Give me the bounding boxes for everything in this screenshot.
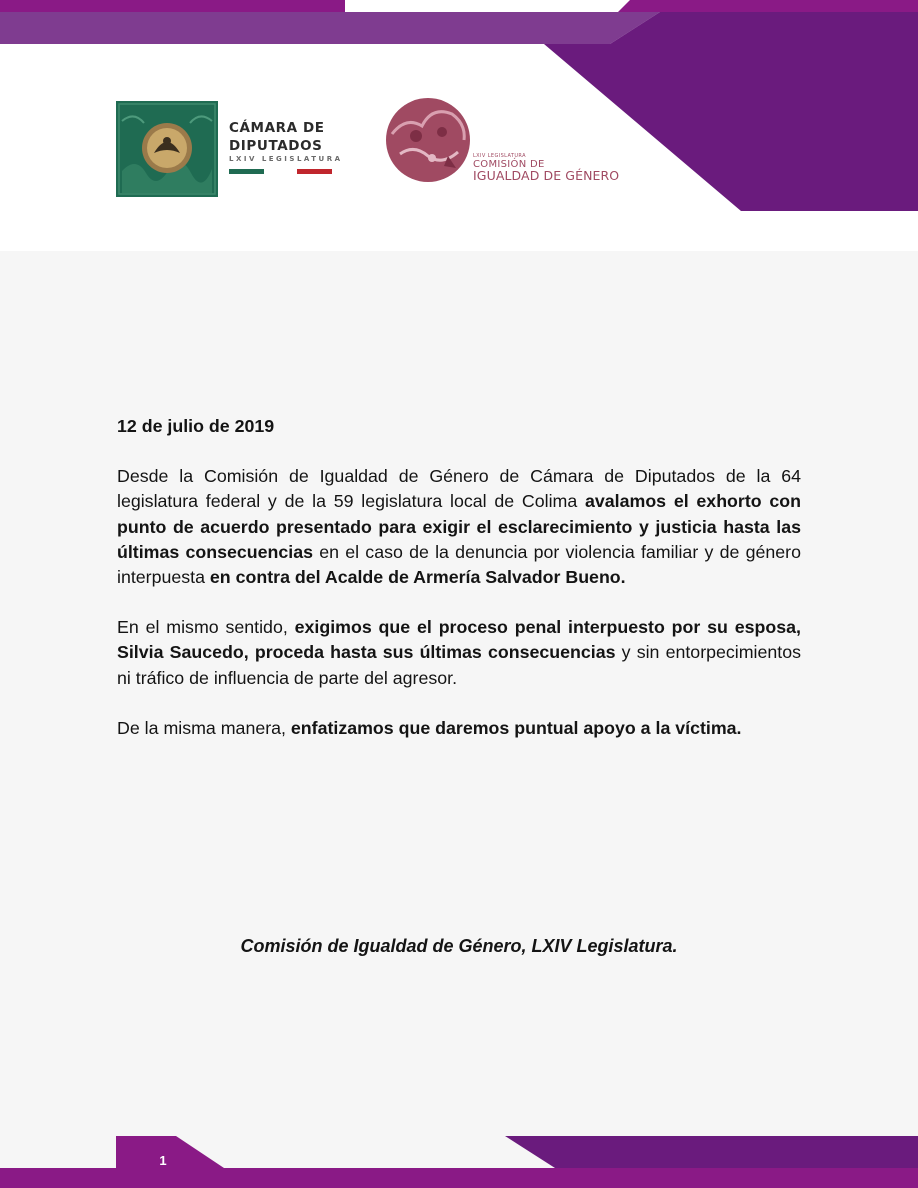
paragraph-1-bold-b: avalamos el exhorto con punto de acuerdo presentado para exigir el esclarecimiento y justicia hasta las últimas consecuencias bbox=[117, 491, 801, 562]
paragraph-2 bbox=[117, 615, 801, 691]
paragraph-3-bold-b: enfatizamos que daremos puntual apoyo a la víctima. bbox=[290, 717, 742, 738]
comision-igualdad-logo-icon bbox=[386, 96, 472, 184]
paragraph-1 bbox=[117, 464, 801, 590]
paragraph-2-text-a: En el mismo sentido, bbox=[117, 617, 295, 638]
page-header bbox=[0, 0, 918, 251]
paragraph-2-text-c: y sin entorpecimientos ni tráfico de influencia de parte del agresor. bbox=[117, 642, 801, 688]
camara-line-3: LXIV LEGISLATURA bbox=[229, 155, 343, 163]
flag-color-bars bbox=[229, 169, 333, 175]
paragraph-1-text-c: en el caso de la denuncia por violencia familiar y de género interpuesta bbox=[117, 541, 801, 588]
comision-logo-text bbox=[473, 154, 619, 183]
page-number: 1 bbox=[159, 1153, 167, 1168]
camara-de-diputados-seal-icon bbox=[116, 101, 218, 197]
comision-line-3: IGUALDAD DE GÉNERO bbox=[473, 168, 620, 183]
comision-line-1: LXIV LEGISLATURA bbox=[473, 153, 526, 159]
footer-decoration bbox=[0, 1134, 918, 1188]
paragraph-1-bold-d: en contra del Acalde de Armería Salvador Bueno. bbox=[209, 567, 626, 588]
comision-line-2: COMISIÓN DE bbox=[473, 159, 545, 170]
paragraph-1-text-a: Desde la Comisión de Igualdad de Género de Cámara de Diputados de la 64 legislatura federal y de la 59 legislatura local de Colima bbox=[117, 466, 801, 512]
camara-line-2: DIPUTADOS bbox=[229, 137, 323, 154]
paragraph-3 bbox=[117, 716, 801, 741]
document-body bbox=[117, 414, 801, 766]
document-date: 12 de julio de 2019 bbox=[117, 416, 275, 436]
camara-logo-text bbox=[229, 122, 343, 163]
signature: Comisión de Igualdad de Género, LXIV Legislatura. bbox=[240, 936, 678, 956]
camara-line-1: CÁMARA DE bbox=[229, 120, 325, 136]
paragraph-2-bold-b: exigimos que el proceso penal interpuesto por su esposa, Silvia Saucedo, proceda hasta sus últimas consecuencias bbox=[117, 617, 801, 663]
paragraph-3-text-a: De la misma manera, bbox=[117, 717, 291, 738]
